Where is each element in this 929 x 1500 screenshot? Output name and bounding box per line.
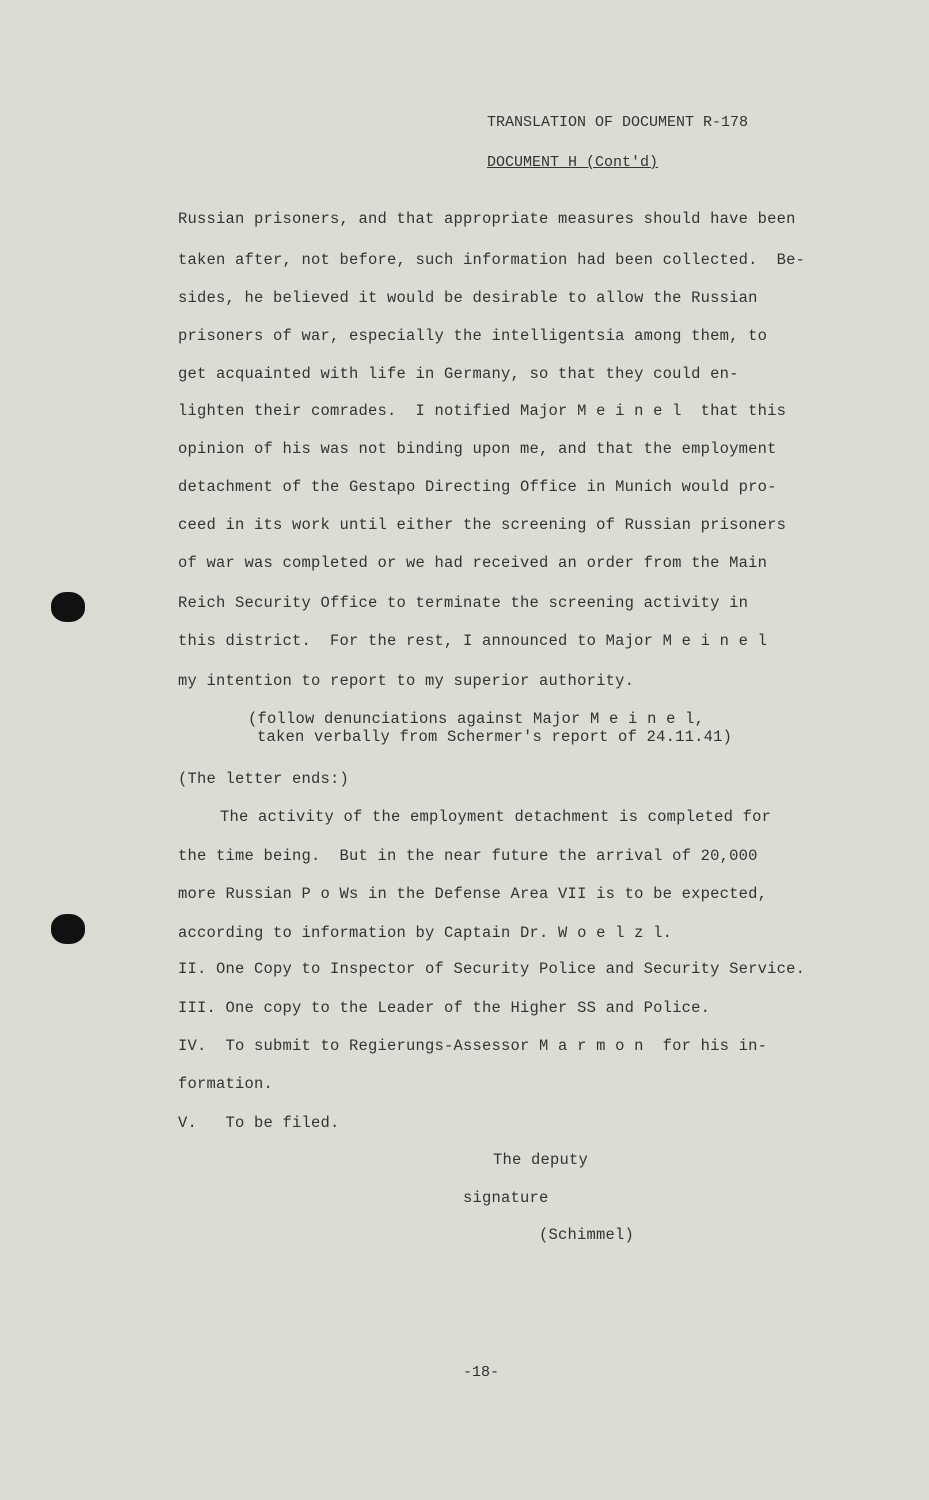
text-line: according to information by Captain Dr. W o e l z l. bbox=[178, 924, 673, 942]
letter-ends: (The letter ends:) bbox=[178, 770, 350, 788]
text-line: of war was completed or we had received an order from the Main bbox=[178, 554, 768, 572]
text-line: lighten their comrades. I notified Major M e i n e l that this bbox=[178, 402, 787, 420]
text-line: ceed in its work until either the screening of Russian prisoners bbox=[178, 516, 787, 534]
list-item: formation. bbox=[178, 1075, 274, 1093]
punch-hole bbox=[51, 914, 85, 944]
note-line: (follow denunciations against Major M e i n e l, bbox=[248, 710, 705, 728]
text-line: the time being. But in the near future the arrival of 20,000 bbox=[178, 847, 758, 865]
signatory-name: (Schimmel) bbox=[539, 1226, 635, 1244]
text-line: get acquainted with life in Germany, so that they could en- bbox=[178, 365, 739, 383]
text-line: The activity of the employment detachment is completed for bbox=[220, 808, 772, 826]
signature-title: The deputy bbox=[493, 1151, 589, 1169]
list-item: III. One copy to the Leader of the Higher SS and Police. bbox=[178, 999, 711, 1017]
text-line: detachment of the Gestapo Directing Office in Munich would pro- bbox=[178, 478, 777, 496]
document-subtitle: DOCUMENT H (Cont'd) bbox=[487, 154, 659, 171]
text-line: my intention to report to my superior authority. bbox=[178, 672, 635, 690]
text-line: Reich Security Office to terminate the screening activity in bbox=[178, 594, 749, 612]
list-item: V. To be filed. bbox=[178, 1114, 340, 1132]
text-line: this district. For the rest, I announced to Major M e i n e l bbox=[178, 632, 768, 650]
text-line: sides, he believed it would be desirable to allow the Russian bbox=[178, 289, 758, 307]
text-line: more Russian P o Ws in the Defense Area VII is to be expected, bbox=[178, 885, 768, 903]
list-item: IV. To submit to Regierungs-Assessor M a r m o n for his in- bbox=[178, 1037, 768, 1055]
document-title: TRANSLATION OF DOCUMENT R-178 bbox=[487, 114, 749, 131]
note-line: taken verbally from Schermer's report of 24.11.41) bbox=[257, 728, 733, 746]
text-line: opinion of his was not binding upon me, and that the employment bbox=[178, 440, 777, 458]
text-line: prisoners of war, especially the intelligentsia among them, to bbox=[178, 327, 768, 345]
text-line: taken after, not before, such information had been collected. Be- bbox=[178, 251, 806, 269]
list-item: II. One Copy to Inspector of Security Police and Security Service. bbox=[178, 960, 806, 978]
punch-hole bbox=[51, 592, 85, 622]
text-line: Russian prisoners, and that appropriate measures should have been bbox=[178, 210, 796, 228]
signature: signature bbox=[463, 1189, 549, 1207]
page-number: -18- bbox=[463, 1364, 500, 1381]
